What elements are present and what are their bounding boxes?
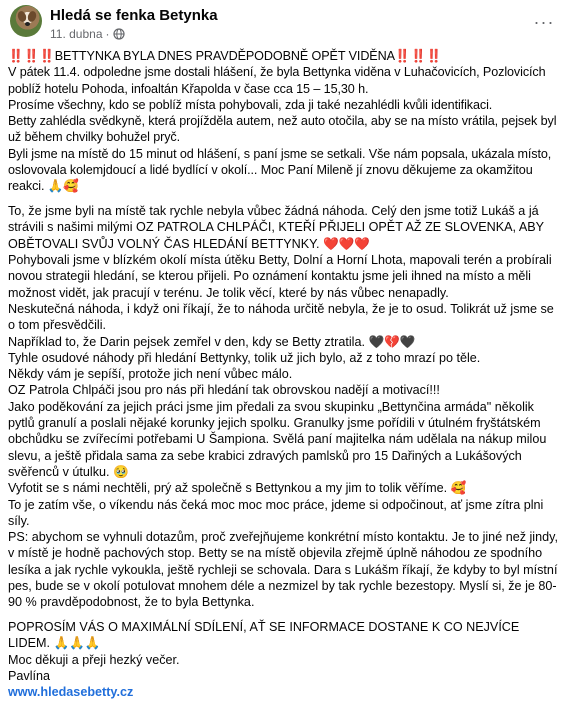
avatar[interactable] [10,5,42,37]
globe-icon [113,28,125,40]
post-text [0,48,568,701]
post-paragraph: To, že jsme byli na místě tak rychle nebyla vůbec žádná náhoda. Celý den jsme totiž Lukáš a já strávili s našimi milými OZ PATROLA CHLPÁČI, KTEŘÍ PŘIJELI OPĚT AŽ ZE SLOVENKA, ABY OBĚTOVALI SVŮJ VOLNÝ ČAS HLEDÁNÍ BETTYNKY. ❤️❤️❤️ Pohybovali jsme v blízkém okolí místa útěku Betty, Dolní a Horní Lhota, mapovali terén a probírali novou strategii hledání, se kterou přijeli. Po oznámení kontaktu jsme jeli ihned na místo a měli možnost vidět, jak pracují v terénu. Je tolik věcí, které by nás vůbec nenapadly. Neskutečná náhoda, i když oni říkají, že to náhoda určitě nebyla, že je to osud. Tolikrát už jsme se o tom přesvědčili. Například to, že Darin pejsek zemřel v den, kdy se Betty ztratila. 🖤💔🖤 Tyhle osudové náhody při hledání Bettynky, tolik už jich bylo, až z toho mrazí po těle. Někdy vám je sepíší, protože jich není vůbec málo. OZ Patrola Chlpáči jsou pro nás při hledání tak obrovskou nadějí a motivací!!! Jako poděkování za jejich práci jsme jim předali za svou skupinku „Bettynčina armáda" několik pytlů granulí a poslali nějaké korunky jejich spolku. Granulky jsme pořídili v útulném fryštátském obchůdku se zvířecími potřebami U Šampiona. Svělá paní majitelka nám udělala na nákup milou slevu, a ještě přidala sama za sebe krabici zdravých pamlsků pro 15 Dařiných a Lukášových svěřenců v útulku. 🥹 Vyfotit se s námi nechtěli, prý až společně s Bettynkou a my jim to tolik věříme. 🥰 To je zatím vše, o víkendu nás čeká moc moc moc práce, jdeme si odpočinout, ať jsme zítra plni síly. PS: abychom se vyhnuli dotazům, proč zveřejňujeme konkrétní místo kontaktu. Je to jiné než jindy, v místě je hodně pachových stop. Betty se na místě objevila zřejmě úplně náhodou ze spodního lesíka a jak rychle vykoukla, ještě rychleji se schovala. Dara s Lukášm říkají, že kdyby to byl místní pes, bude se v okolí potulovat mnohem déle a nezmizel by tak rychle bezestopy. Myslí si, že je 80-90 % pravděpodobnost, že to byla Bettynka. [8,204,558,610]
website-link[interactable]: www.hledasebetty.cz [8,685,134,700]
page-name[interactable]: Hledá se fenka Betynka [50,7,218,24]
meta-separator: · [105,27,110,41]
paragraph-gap [8,195,560,204]
more-options-button[interactable]: ··· [533,11,555,32]
post-paragraph: POPROSÍM VÁS O MAXIMÁLNÍ SDÍLENÍ, AŤ SE INFORMACE DOSTANE K CO NEJVÍCE LIDEM. 🙏🙏🙏 Moc děkuji a přeji hezký večer. Pavlína [8,620,520,683]
post-paragraph: ‼️‼️‼️BETTYNKA BYLA DNES PRAVDĚPODOBNĚ OPĚT VIDĚNA‼️‼️‼️ V pátek 11.4. odpoledne jsme dostali hlášení, že byla Bettynka viděna v Luhačovicích, Pozlovicích poblíž hotelu Pohoda, infoaltán Křapolda v čase cca 15 – 15,30 h. Prosíme všechny, kdo se poblíž místa pohybovali, zda ji také nezahlédli kvůli identifikaci. Betty zahlédla svědkyně, která projížděla autem, než auto otočila, aby se na místo vrátila, pejsek byl už během chvilky bohužel pryč. Byli jsme na místě do 15 minut od hlášení, s paní jsme se setkali. Vše nám popsala, ukázala místo, oslovovala kolemjdoucí a lidé bydlící v okolí... Moc Paní Mileně jí znovu děkujeme za okamžitou reakci. 🙏🥰 [8,49,557,194]
post-header [0,0,568,48]
post-date[interactable]: 11. dubna [50,27,103,41]
post-meta [50,27,125,41]
paragraph-gap [8,611,560,620]
avatar-nose [25,22,30,26]
